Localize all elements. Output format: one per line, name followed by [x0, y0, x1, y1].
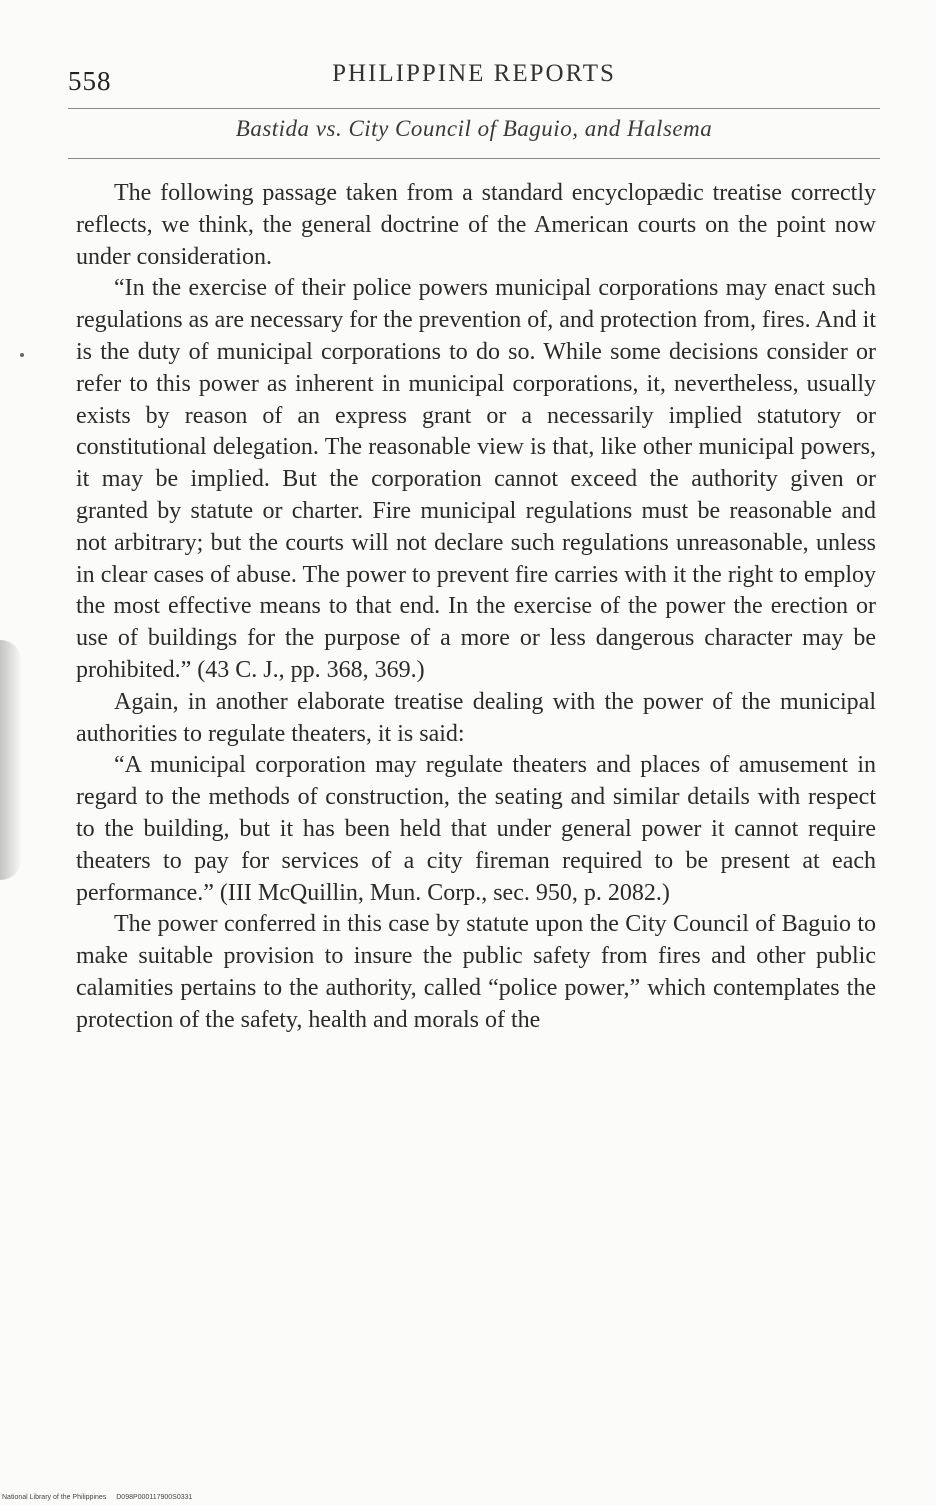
footer-library: National Library of the Philippines — [2, 1494, 107, 1501]
page-header — [68, 56, 880, 104]
binding-shadow — [0, 640, 22, 880]
paragraph: The following passage taken from a standard encyclopædic treatise correctly reflects, we think, the general doctrine of the American courts on the point now under consideration. — [76, 180, 876, 270]
footer-code: D098P000117900S0331 — [116, 1494, 193, 1501]
scan-footer — [2, 1494, 200, 1501]
running-title: PHILIPPINE REPORTS — [332, 60, 616, 87]
stray-mark — [20, 353, 24, 357]
header-rule-top — [68, 108, 880, 109]
case-caption: Bastida vs. City Council of Baguio, and Halsema — [235, 116, 713, 141]
paragraph: Again, in another elaborate treatise dealing with the power of the municipal authorities to regulate theaters, it is said: — [76, 688, 876, 747]
paragraph: The power conferred in this case by statute upon the City Council of Baguio to make suitable provision to insure the public safety from fires and other public calamities pertains to the authority, called “police power,” which contemplates the protection of the safety, health and morals of the — [76, 911, 876, 1033]
paragraph: “In the exercise of their police powers municipal corporations may enact such regulations as are necessary for the prevention of, and protection from, fires. And it is the duty of municipal corporations to do so. While some decisions consider or refer to this power as inherent in municipal corporations, it, nevertheless, usually exists by reason of an express grant or a necessarily implied statutory or constitutional delegation. The reasonable view is that, like other municipal powers, it may be implied. But the corporation cannot exceed the authority given or granted by statute or charter. Fire municipal regulations must be reasonable and not arbitrary; but the courts will not declare such regulations unreasonable, unless in clear cases of abuse. The power to prevent fire carries with it the right to employ the most effective means to that end. In the exercise of the power the erection or use of buildings for the purpose of a more or less dangerous character may be prohibited.” (43 C. J., pp. 368, 369.) — [76, 275, 876, 683]
body-text — [76, 178, 876, 1037]
page-number: 558 — [68, 66, 112, 96]
paragraph: “A municipal corporation may regulate theaters and places of amusement in regard to the methods of construction, the seating and similar details with respect to the building, but it has been held that under general power it cannot require theaters to pay for services of a city fireman required to be present at each performance.” (III McQuillin, Mun. Corp., sec. 950, p. 2082.) — [76, 752, 876, 906]
header-rule-bottom — [68, 158, 880, 159]
